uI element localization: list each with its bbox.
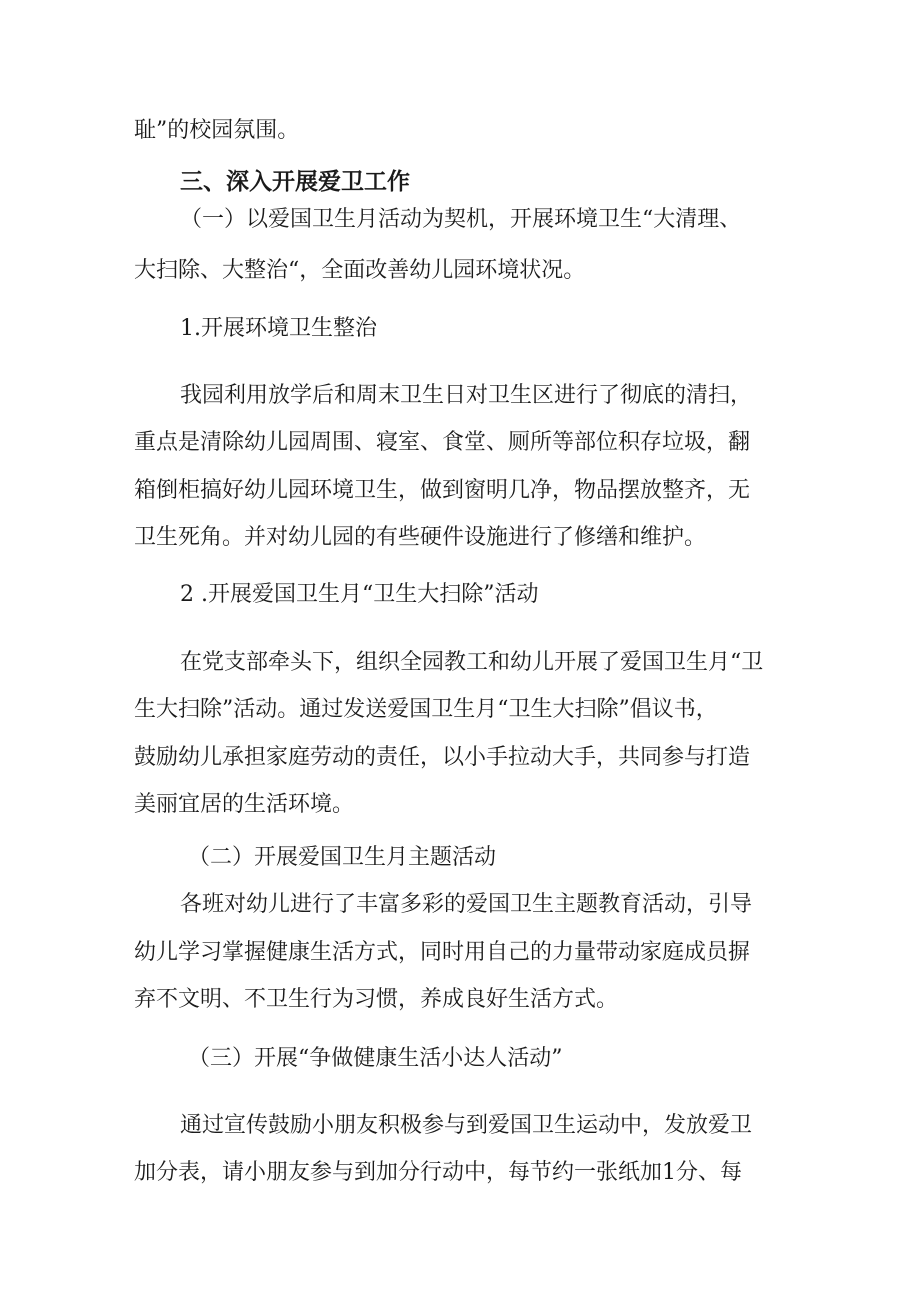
section-heading: 三、深入开展爱卫工作 xyxy=(180,169,410,195)
item-heading: 1.开展环境卫生整治 xyxy=(180,316,377,341)
paragraph-line: 生大扫除”活动。通过发送爱国卫生月“卫生大扫除”倡议书， xyxy=(134,697,718,722)
paragraph-line: 加分表，请小朋友参与到加分行动中，每节约一张纸加1分、每 xyxy=(134,1160,742,1185)
item-heading: 2 .开展爱国卫生月“卫生大扫除”活动 xyxy=(180,582,539,607)
paragraph-line: 我园利用放学后和周末卫生日对卫生区进行了彻底的清扫， xyxy=(180,383,753,408)
paragraph-line: 大扫除、大整治“，全面改善幼儿园环境状况。 xyxy=(134,258,586,283)
paragraph-line: 鼓励幼儿承担家庭劳动的责任，以小手拉动大手，共同参与打造 xyxy=(134,745,751,770)
paragraph-line: 重点是清除幼儿园周围、寝室、食堂、厕所等部位积存垃圾，翻 xyxy=(134,430,751,455)
subsection-heading: （二）开展爱国卫生月主题活动 xyxy=(188,845,497,870)
paragraph-line: 通过宣传鼓励小朋友积极参与到爱国卫生运动中，发放爱卫 xyxy=(180,1113,753,1138)
paragraph-line: 耻”的校园氛围。 xyxy=(134,118,300,143)
paragraph-line: 卫生死角。并对幼儿园的有些硬件设施进行了修缮和维护。 xyxy=(134,525,707,550)
paragraph-line: 美丽宜居的生活环境。 xyxy=(134,792,355,817)
paragraph-line: 各班对幼儿进行了丰富多彩的爱国卫生主题教育活动，引导 xyxy=(180,892,753,917)
paragraph-line: 幼儿学习掌握健康生活方式，同时用自己的力量带动家庭成员摒 xyxy=(134,940,751,965)
paragraph-line: 箱倒柜搞好幼儿园环境卫生，做到窗明几净，物品摆放整齐，无 xyxy=(134,478,751,503)
subsection-heading: （一）以爱国卫生月活动为契机，开展环境卫生“大清理、 xyxy=(180,207,742,232)
subsection-heading: （三）开展“争做健康生活小达人活动” xyxy=(188,1046,563,1071)
paragraph-line: 在党支部牵头下，组织全园教工和幼儿开展了爱国卫生月“卫 xyxy=(180,650,764,675)
paragraph-line: 弃不文明、不卫生行为习惯，养成良好生活方式。 xyxy=(134,987,619,1012)
